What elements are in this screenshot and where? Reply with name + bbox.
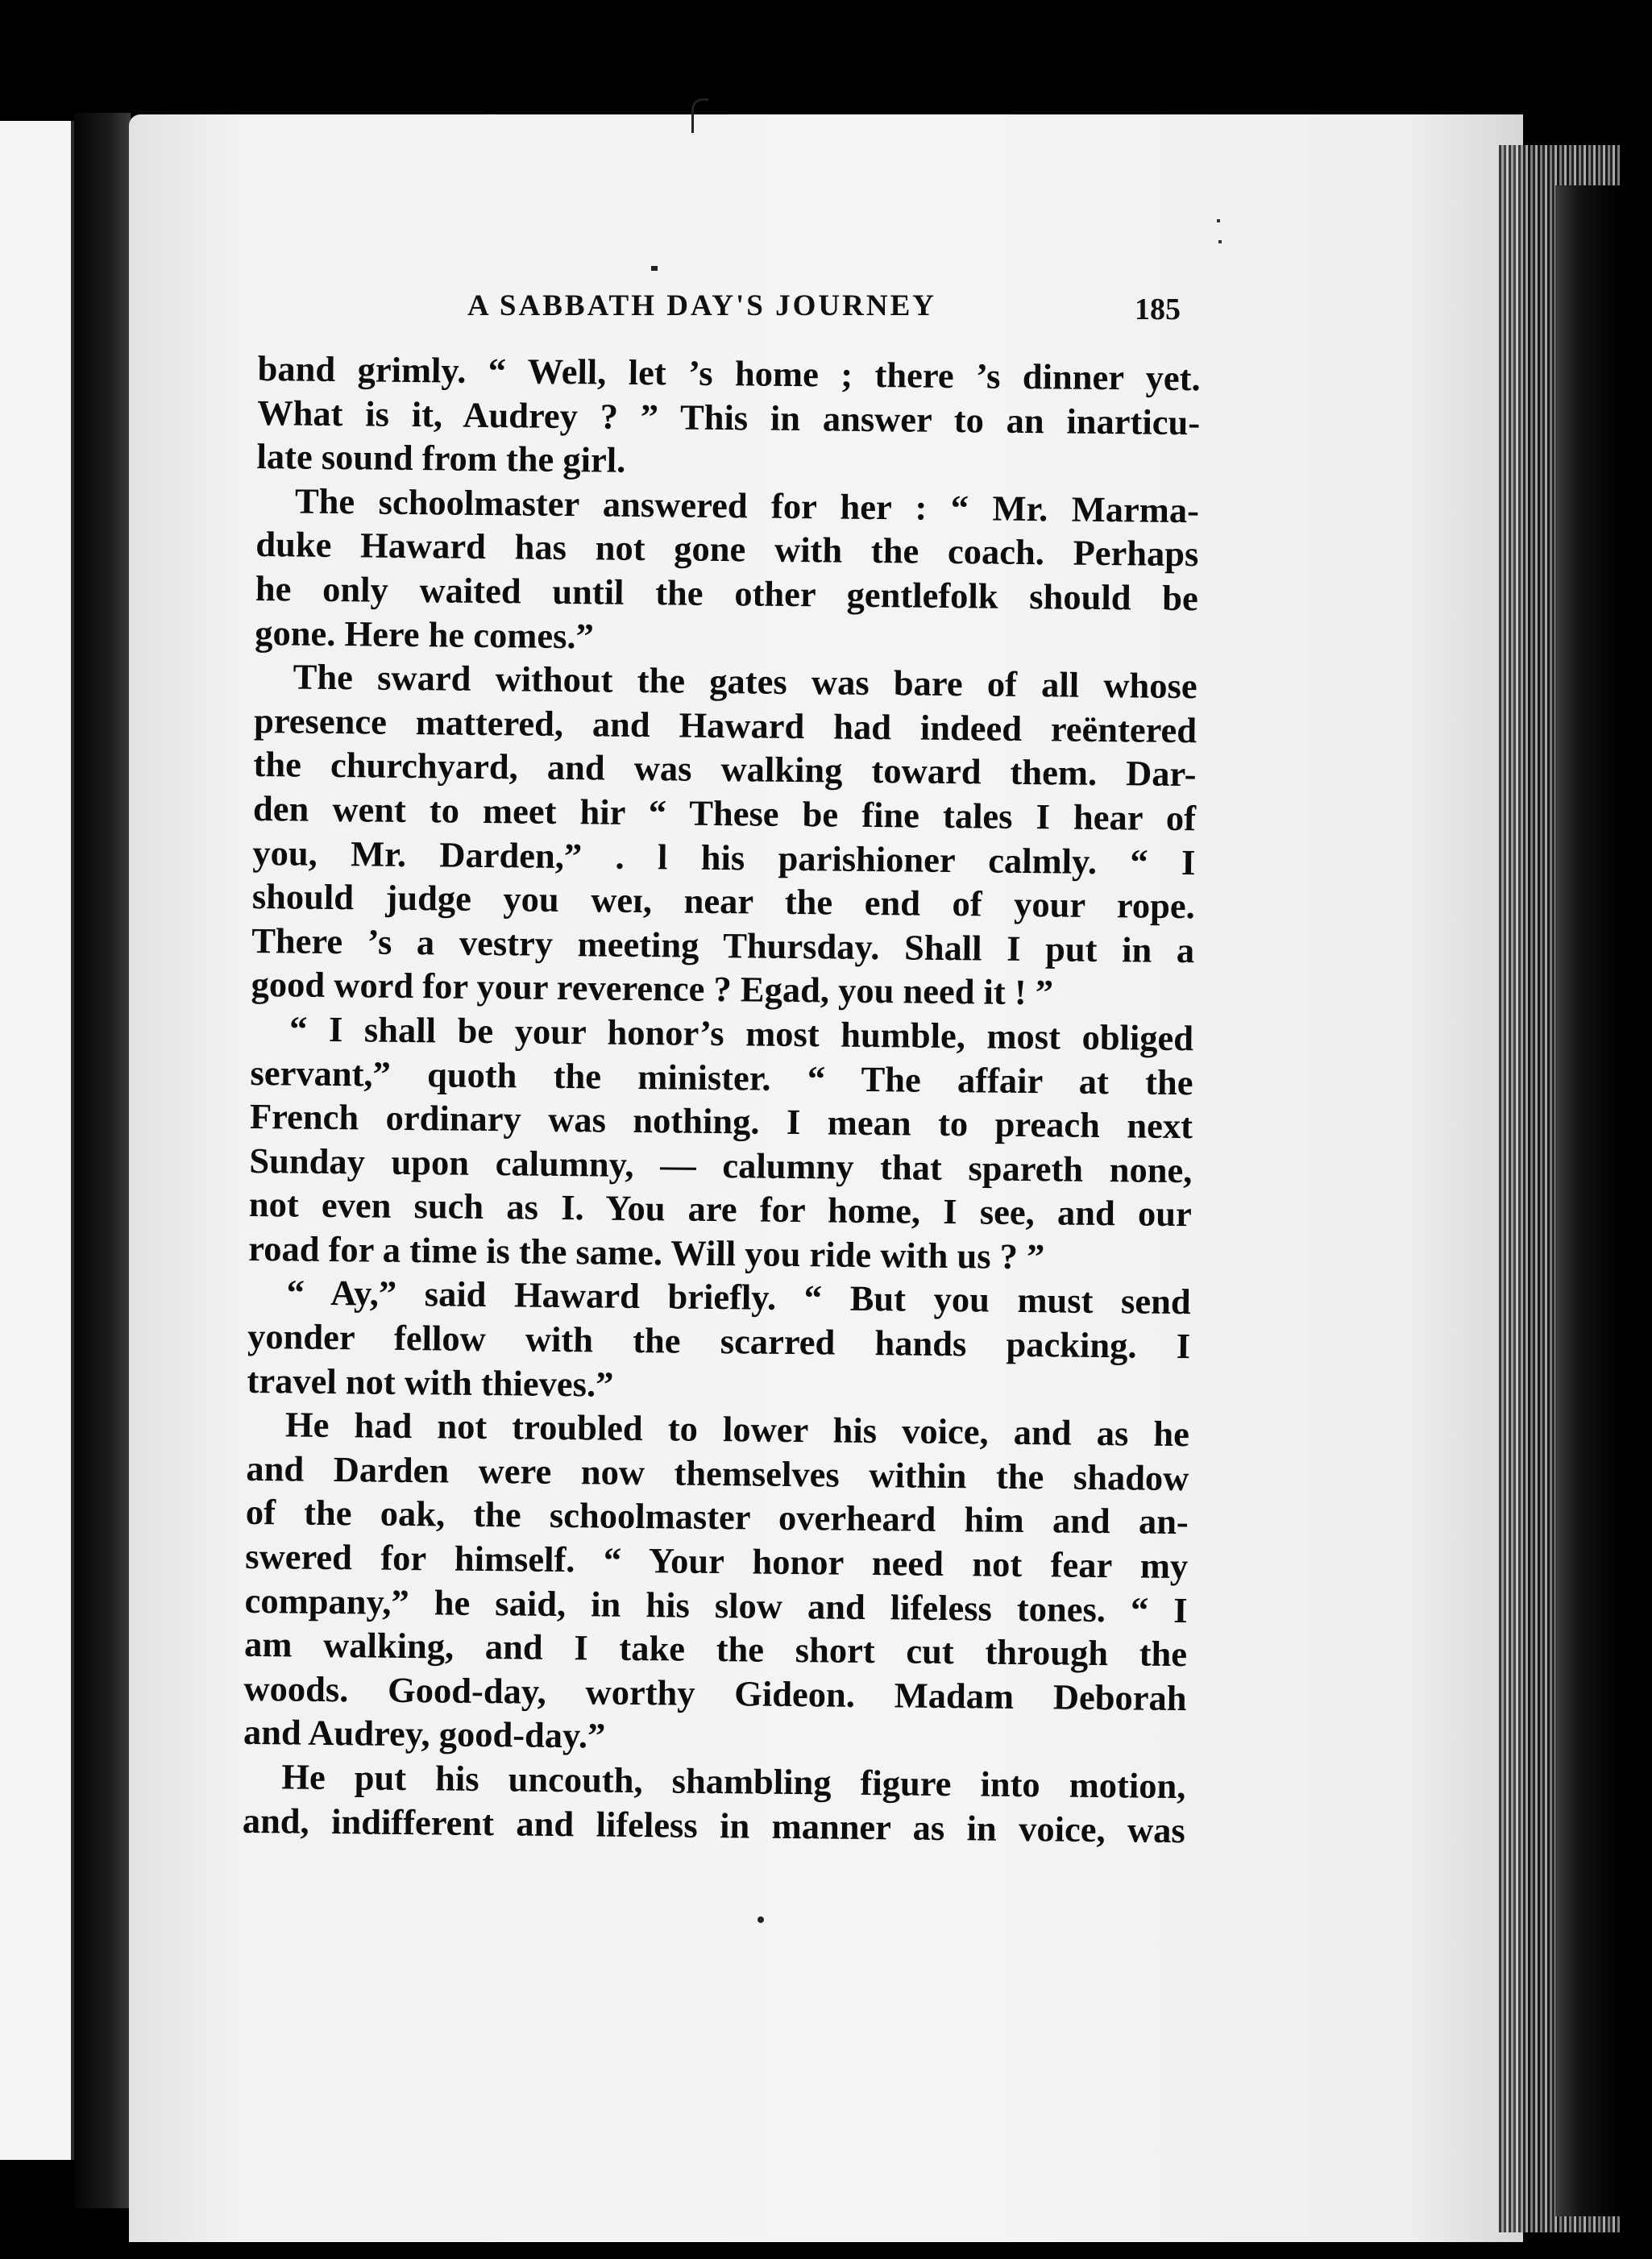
text-line: you, Mr. Darden,” . l his parishioner calmly. “ I <box>252 832 1196 882</box>
text-line: company,” he said, in his slow and lifeless tones. “ I <box>244 1580 1188 1630</box>
text-line: gone. Here he comes.” <box>255 612 595 656</box>
text-line: “ I shall be your honor’s most humble, most obliged <box>288 1008 1194 1059</box>
text-line: of the oak, the schoolmaster overheard him and an- <box>245 1492 1189 1543</box>
stray-mark <box>691 98 708 133</box>
text-line: should judge you weɪ, near the end of your rope. <box>251 876 1196 927</box>
text-line: There ’s a vestry meeting Thursday. Shall I put in a <box>251 920 1195 970</box>
text-line: French ordinary was nothing. I mean to preach next <box>249 1096 1193 1147</box>
text-line: am walking, and I take the short cut through the <box>243 1624 1188 1675</box>
text-line: presence mattered, and Haward had indeed reëntered <box>253 700 1197 750</box>
text-line: The sward without the gates was bare of all whose <box>293 656 1197 707</box>
text-line: he only waited until the other gentlefolk should be <box>255 567 1199 619</box>
text-line: servant,” quoth the minister. “ The affair at the <box>250 1052 1193 1103</box>
text-line: and, indifferent and lifeless in manner as in voice, was <box>242 1800 1186 1850</box>
speck-mark <box>1218 240 1222 243</box>
speck-mark <box>651 266 658 271</box>
left-page-edge <box>0 121 74 2160</box>
text-line: road for a time is the same. Will you ride with us ? ” <box>248 1227 1045 1277</box>
text-line: band grimly. “ Well, let ’s home ; there ’s dinner yet. <box>257 347 1201 399</box>
speck-mark <box>758 1916 764 1923</box>
running-head: A SABBATH DAY'S JOURNEY <box>467 289 936 322</box>
text-line: He had not troubled to lower his voice, and as he <box>284 1404 1190 1455</box>
page-edges-shadow <box>1555 185 1620 2216</box>
text-line: the churchyard, and was walking toward them. Dar- <box>253 744 1197 795</box>
text-line: not even such as I. You are for home, I see, and our <box>248 1184 1193 1235</box>
text-line: What is it, Audrey ? ” This in answer to an inarticu- <box>256 392 1201 442</box>
text-line: good word for your reverence ? Egad, you need it ! ” <box>251 964 1054 1013</box>
text-line: and Audrey, good-day.” <box>243 1712 606 1757</box>
text-line: The schoolmaster answered for her : “ Mr. Marma- <box>294 480 1200 531</box>
text-line: “ Ay,” said Haward briefly. “ But you must send <box>286 1272 1191 1323</box>
text-line: Sunday upon calumny, — calumny that spareth none, <box>249 1140 1193 1190</box>
speck-mark <box>1352 250 1358 255</box>
book-gutter <box>74 113 131 2208</box>
text-line: late sound from the girl. <box>256 436 626 480</box>
page-number: 185 <box>1135 293 1181 326</box>
text-line: swered for himself. “ Your honor need not fear my <box>245 1535 1189 1587</box>
text-line: duke Haward has not gone with the coach. Perhaps <box>255 524 1199 575</box>
text-line: He put his uncouth, shambling figure into motion, <box>281 1756 1186 1807</box>
body-text <box>243 347 1201 1852</box>
text-line: woods. Good-day, worthy Gideon. Madam Deborah <box>243 1667 1187 1718</box>
text-line: travel not with thieves.” <box>247 1360 614 1405</box>
text-line: yonder fellow with the scarred hands packing. I <box>247 1315 1191 1367</box>
text-line: den went to meet hir “ These be fine tales I hear of <box>252 787 1197 839</box>
speck-mark <box>1217 219 1220 222</box>
text-line: and Darden were now themselves within the shadow <box>246 1447 1189 1499</box>
